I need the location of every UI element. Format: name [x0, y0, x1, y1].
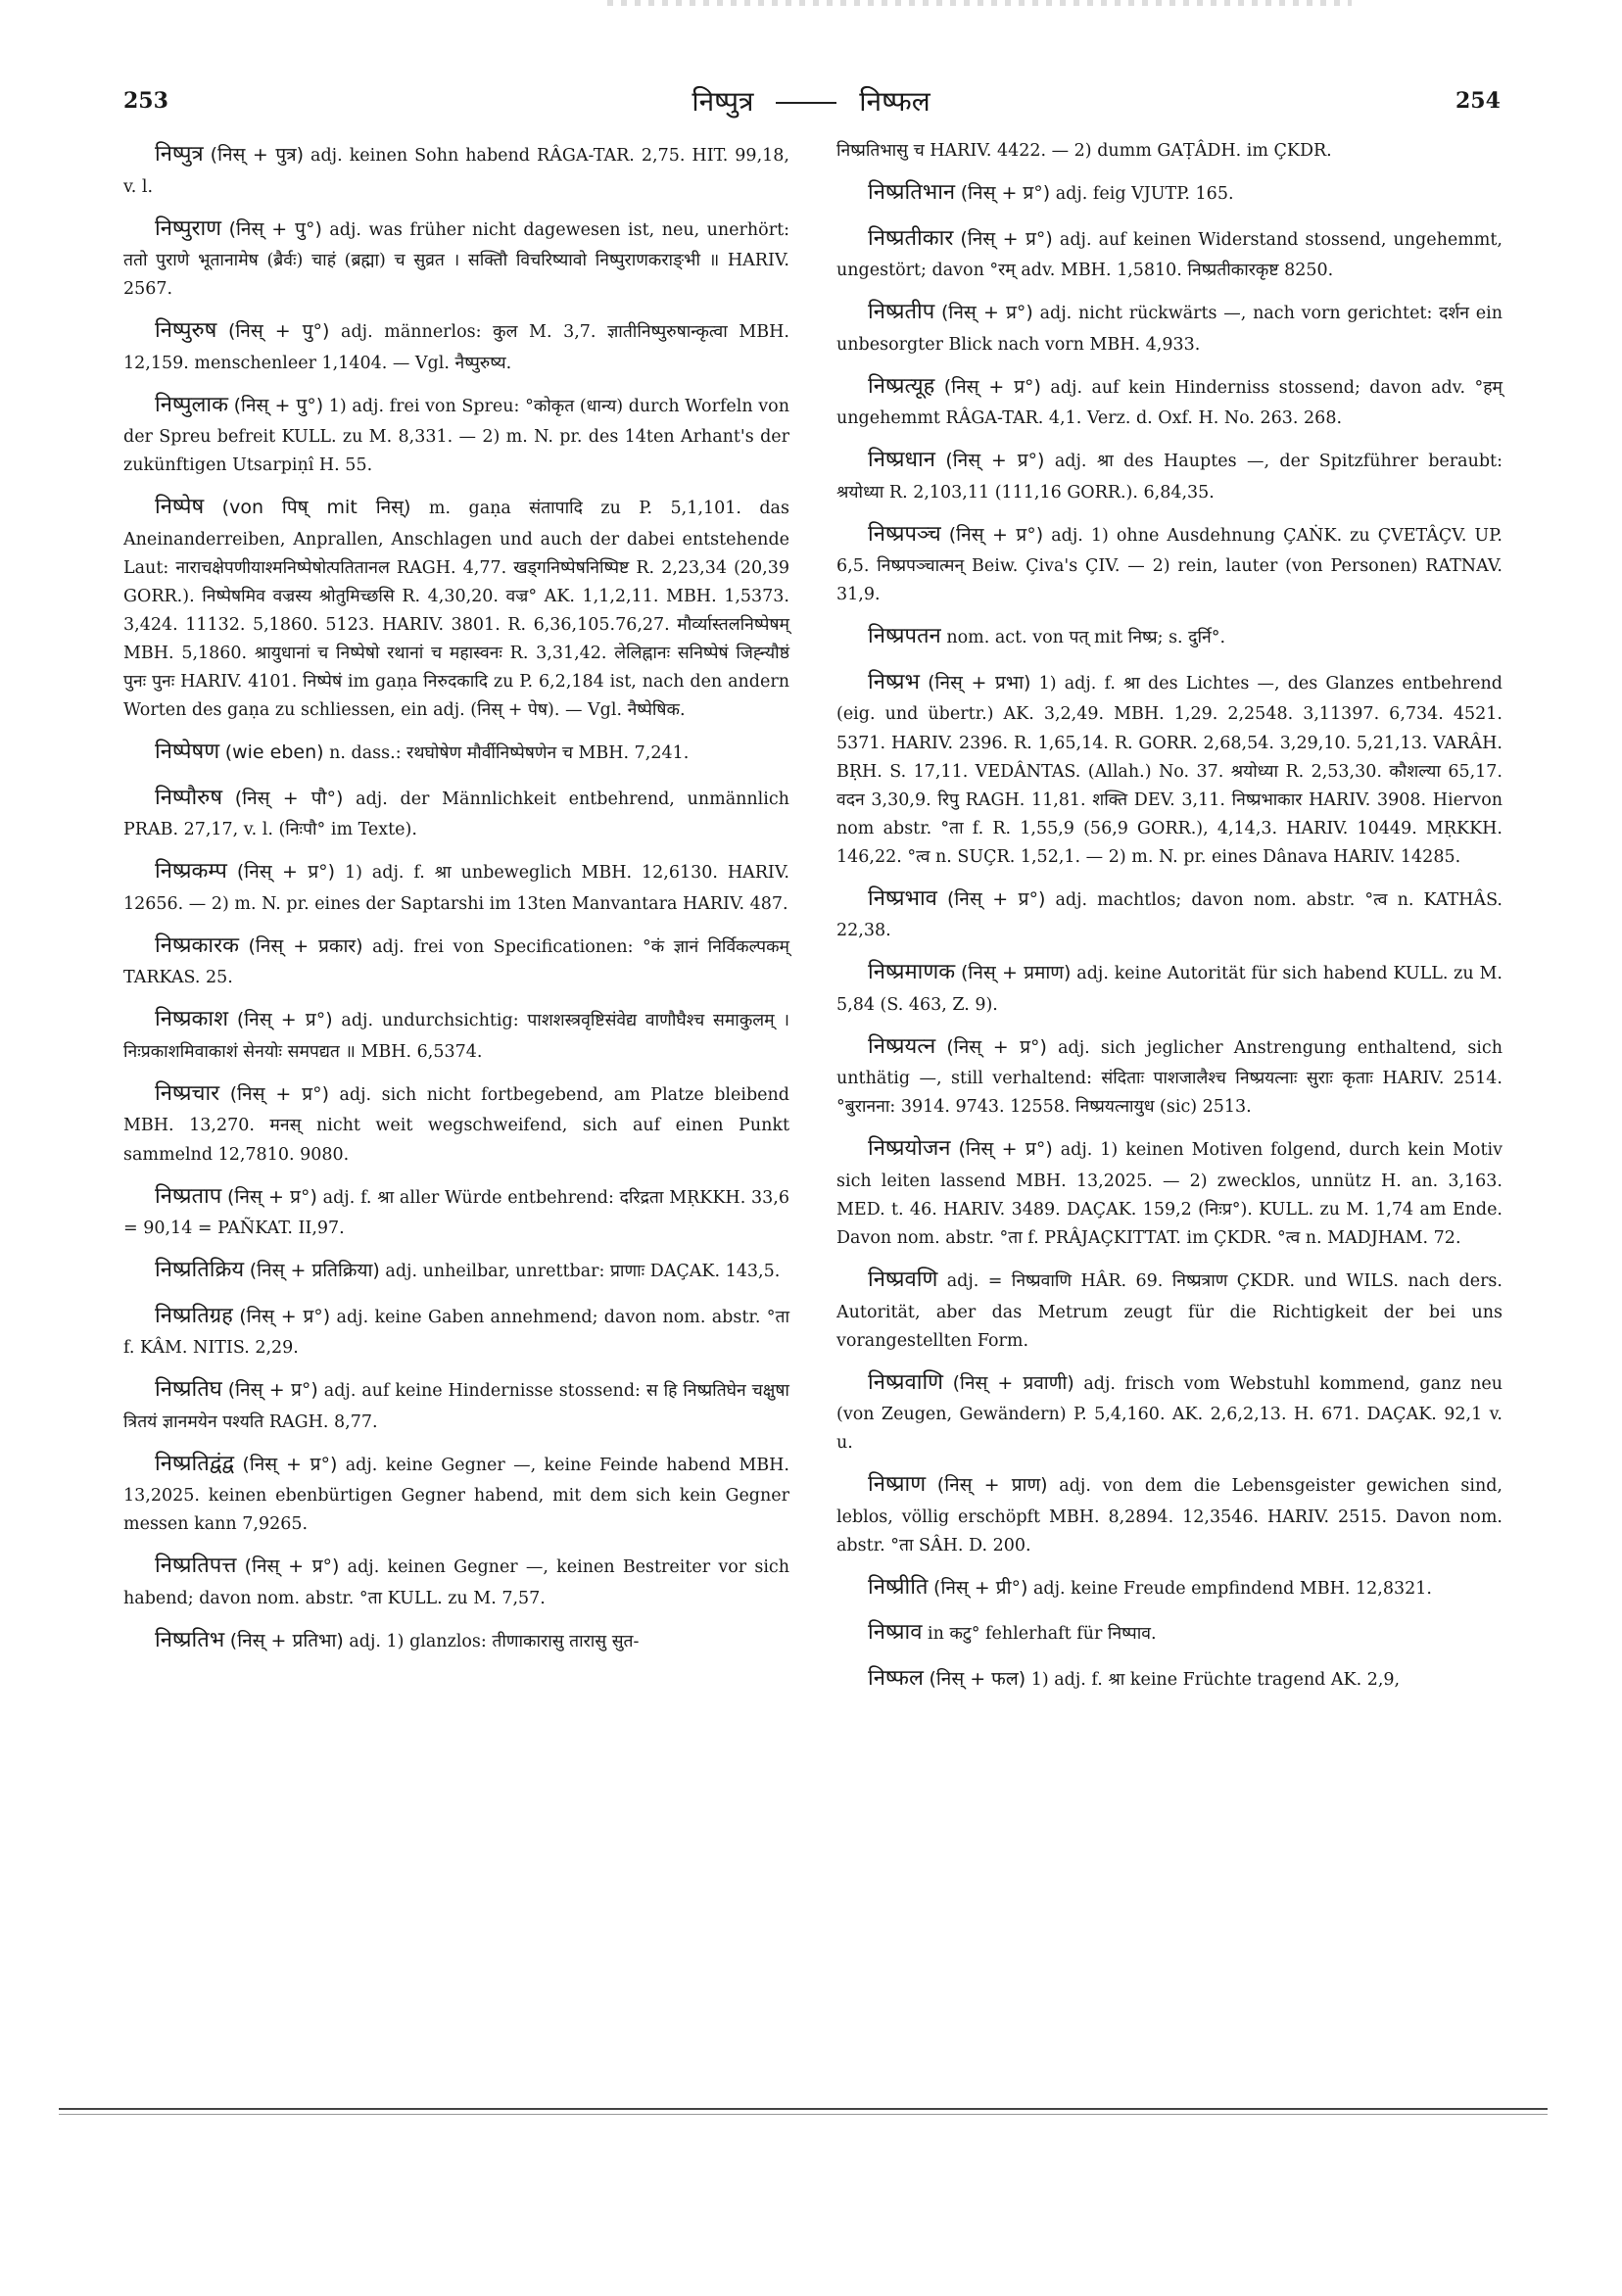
entry-etymology: (निस् + प्र°)	[941, 302, 1033, 324]
dictionary-entry	[836, 221, 1503, 286]
entry-etymology: (निस् + प्र°)	[943, 375, 1041, 398]
entry-headword: निष्प्रमाणक	[868, 960, 956, 985]
dictionary-entry	[123, 1299, 789, 1363]
entry-definition: adj. keine Gaben annehmend; davon nom. abstr. °ता f. KÂM. NITIS. 2,29.	[123, 1307, 789, 1359]
dictionary-entry	[836, 955, 1503, 1020]
dictionary-entry	[836, 1467, 1503, 1560]
entry-definition: 1) adj. f. श्रा unbeweglich MBH. 12,6130. HARIV. 12656. — 2) m. N. pr. eines der Saptarshi im 13ten Manvantara HARIV. 487.	[123, 863, 789, 914]
footer-rule-secondary	[59, 2114, 1548, 2115]
entry-headword: निष्प्रतीप	[868, 300, 935, 325]
dictionary-entry	[836, 517, 1503, 610]
entry-headword: निष्प्रकारक	[155, 933, 239, 958]
entry-headword: निष्फल	[868, 1665, 924, 1691]
entry-headword: निष्प्रतिद्वंद्व	[155, 1451, 235, 1476]
entry-definition: adj. was früher nicht dagewesen ist, neu, unerhört: ततो पुराणे भूतानामेष (ब्रैर्वः) चाहं (ब्रह्मा) च सुव्रत । सक्तिौ विचरिष्यावो निष्पुराणकराङ्भी ॥ HARIV. 2567.	[123, 219, 789, 300]
entry-definition: adj. 1) ohne Ausdehnung ÇAṄK. zu ÇVETÂÇV. UP. 6,5. निष्प्रपञ्चात्मन् Beiw. Çiva's ÇIV. — 2) rein, lauter (von Personen) RATNAV. 31,9.	[836, 525, 1503, 605]
dictionary-entry	[123, 1447, 789, 1540]
entry-headword: निष्प्रधान	[868, 448, 935, 473]
entry-etymology: (wie eben)	[224, 741, 324, 764]
entry-etymology: (निस् + प्रभा)	[928, 671, 1031, 694]
dictionary-entry	[123, 1253, 789, 1289]
dictionary-entry	[836, 665, 1503, 872]
entry-definition: adj. von dem die Lebensgeister gewichen sind, leblos, völlig erschöpft MBH. 8,2894. 12,3546. HARIV. 2515. Davon nom. abstr. °ता SÂH. D. 200.	[836, 1476, 1503, 1555]
entry-etymology: (निस् + फल)	[929, 1667, 1026, 1690]
dictionary-entry	[836, 1615, 1503, 1651]
entry-headword: निष्प्रत्यूह	[868, 373, 935, 399]
dictionary-entry	[123, 137, 789, 202]
right-column	[836, 137, 1503, 1707]
entry-etymology: (निस् + पु°)	[228, 217, 322, 240]
entry-definition: 1) adj. f. श्रा des Lichtes —, des Glanzes entbehrend (eig. und übertr.) AK. 3,2,49. MBH. 1,29. 2,2548. 3,11397. 6,734. 4521. 5371. HARIV. 2396. R. 1,65,14. R. GORR. 2,68,54. 3,29,10. 5,21,13. VARÂH. BṚH. S. 17,11. VEDÂNTAS. (Allah.) No. 37. श्रयोध्या R. 2,53,30. कौशल्या 65,17. वदन 3,30,9. रिपु RAGH. 11,81. शक्ति DEV. 3,11. निष्प्रभाकार HARIV. 3908. Hiervon nom abstr. °ता f. R. 1,55,9 (56,9 GORR.), 4,14,3. HARIV. 10449. MṚKKH. 146,22. °त्व n. SUÇR. 1,52,1. — 2) m. N. pr. eines Dânava HARIV. 14285.	[836, 673, 1503, 867]
entry-headword: निष्प्रकाश	[155, 1007, 229, 1032]
entry-etymology: (निस् + प्र°)	[945, 450, 1045, 472]
dictionary-entry	[836, 137, 1503, 166]
entry-definition: adj. frisch vom Webstuhl kommend, ganz neu (von Zeugen, Gewändern) P. 5,4,160. AK. 2,6,2,13. H. 671. DAÇAK. 92,1 v. u.	[836, 1373, 1503, 1454]
entry-headword: निष्पौरुष	[155, 785, 223, 810]
entry-definition: in कटु° fehlerhaft für निष्पाव.	[928, 1624, 1157, 1645]
dictionary-entry	[123, 735, 789, 771]
entry-etymology: (निस् + प्रमाण)	[960, 962, 1072, 984]
entry-headword: निष्प्रभ	[868, 669, 920, 694]
dictionary-entry	[836, 443, 1503, 507]
entry-headword: निष्प्रतिभ	[155, 1627, 225, 1652]
entry-headword: निष्प्रतिक्रिय	[155, 1258, 245, 1283]
entry-definition: n. dass.: रथघोषेण मौर्वीनिष्पेषणेन च MBH. 7,241.	[329, 743, 690, 764]
dictionary-entry	[123, 490, 789, 725]
dictionary-entry	[123, 1076, 789, 1170]
entry-etymology: (निस् + प्र°)	[948, 523, 1044, 546]
entry-headword: निष्प्रवाणि	[868, 1369, 944, 1395]
entry-headword: निष्प्रचार	[155, 1080, 220, 1106]
entry-definition: निष्प्रतिभासु च HARIV. 4422. — 2) dumm GAṬÂDH. im ÇKDR.	[836, 141, 1332, 161]
entry-definition: adj. keinen Sohn habend RÂGA-TAR. 2,75. HIT. 99,18, v. l.	[123, 146, 789, 197]
running-head-right: निष्फल	[859, 85, 930, 118]
entry-headword: निष्प्रताप	[155, 1183, 222, 1209]
dictionary-entry	[123, 313, 789, 378]
entry-definition: adj. feig VJUTP. 165.	[1055, 184, 1234, 205]
entry-definition: adj. श्रा des Hauptes —, der Spitzführer beraubt: श्रयोध्या R. 2,103,11 (111,16 GORR.). 6,84,35.	[836, 452, 1503, 502]
entry-etymology: (निस् + प्रतिभा)	[229, 1629, 344, 1651]
entry-headword: निष्प्रतिघ	[155, 1377, 222, 1403]
entry-headword: निष्प्रवणि	[868, 1268, 938, 1293]
entry-definition: nom. act. von पत् mit निष्प्र; s. दुर्नि°.	[946, 628, 1226, 648]
entry-definition: adj. 1) keinen Motiven folgend, durch kein Motiv sich leiten lassend MBH. 13,2025. — 2) zwecklos, unnütz H. an. 3,163. MED. t. 46. HARIV. 3489. DAÇAK. 159,2 (निःप्र°). KULL. zu M. 1,74 am Ende. Davon nom. abstr. °ता f. PRÂJAÇKITTAT. im ÇKDR. °त्व n. MADJHAM. 72.	[836, 1140, 1503, 1249]
entry-definition: adj. sich jeglicher Anstrengung enthaltend, sich unthätig —, still verhaltend: संदिताः पाशजालैश्च निष्प्रयत्नाः सुराः कृताः HARIV. 2514. °बुरानना: 3914. 9743. 12558. निष्प्रयत्नायुध (sic) 2513.	[836, 1037, 1503, 1118]
entry-etymology: (निस् + पौ°)	[234, 787, 344, 809]
entry-definition: adj. männerlos: कुल M. 3,7. ज्ञातीनिष्पुरुषान्कृत्वा MBH. 12,159. menschenleer 1,1404. — Vgl. नैष्पुरुष्य.	[123, 322, 789, 373]
entry-definition: adj. keine Gegner —, keine Feinde habend MBH. 13,2025. keinen ebenbürtigen Gegner habend, mit dem sich kein Gegner messen kann 7,9265.	[123, 1455, 789, 1535]
dictionary-entry	[123, 1372, 789, 1437]
entry-etymology: (निस् + प्रकार)	[248, 934, 363, 957]
running-head	[0, 82, 1622, 120]
dictionary-entry	[836, 295, 1503, 359]
entry-definition: adj. machtlos; davon nom. abstr. °त्व n. KATHÂS. 22,38.	[836, 889, 1503, 941]
entry-definition: adj. auf kein Hinderniss stossend; davon adv. °हम् ungehemmt RÂGA-TAR. 4,1. Verz. d. Oxf. H. No. 263. 268.	[836, 377, 1503, 429]
dictionary-entry	[836, 369, 1503, 434]
dictionary-entry	[836, 1661, 1503, 1698]
entry-definition: adj. auf keinen Widerstand stossend, ungehemmt, ungestört; davon °रम् adv. MBH. 1,5810. निष्प्रतीकारकृष्ट 8250.	[836, 229, 1503, 281]
page-number-right: 254	[1455, 88, 1501, 114]
entry-etymology: (निस् + प्र°)	[958, 1138, 1053, 1161]
entry-etymology: (निस् + प्र°)	[229, 1082, 329, 1105]
entry-headword: निष्प्रयोजन	[868, 1136, 951, 1162]
entry-headword: निष्प्राव	[868, 1620, 923, 1646]
entry-etymology: (निस् + प्र°)	[946, 887, 1046, 910]
entry-headword: निष्प्रकम्प	[155, 859, 227, 885]
entry-definition: adj. unheilbar, unrettbar: प्राणाः DAÇAK. 143,5.	[385, 1262, 781, 1282]
entry-etymology: (von पिष् mit निस्)	[221, 497, 411, 519]
entry-headword: निष्प्रीति	[868, 1574, 929, 1600]
dictionary-entry	[123, 212, 789, 305]
running-head-left: निष्पुत्र	[692, 85, 754, 118]
entry-etymology: (निस् + प्रवाणी)	[952, 1371, 1074, 1394]
entry-definition: adj. keinen Gegner —, keinen Bestreiter vor sich habend; davon nom. abstr. °ता KULL. zu M. 7,57.	[123, 1557, 789, 1608]
entry-headword: निष्पेषण	[155, 740, 220, 765]
entry-definition: adj. auf keine Hindernisse stossend: स हि निष्प्रतिघेन चक्षुषा त्रितयं ज्ञानमयेन पश्यति RAGH. 8,77.	[123, 1381, 789, 1432]
entry-etymology: (निस् + प्र°)	[242, 1453, 338, 1475]
entry-definition: 1) adj. f. श्रा keine Früchte tragend AK. 2,9,	[1030, 1669, 1401, 1690]
dictionary-entry	[836, 1131, 1503, 1253]
entry-etymology: (निस् + प्र°)	[960, 227, 1053, 250]
entry-etymology: (निस् + पु°)	[233, 394, 324, 416]
entry-definition: 1) adj. frei von Spreu: °कोकृत (धान्य) durch Worfeln von der Spreu befreit KULL. zu M. 8,331. — 2) m. N. pr. des 14ten Arhant's der zukünftigen Utsarpiṇî H. 55.	[123, 396, 789, 476]
entry-headword: निष्पुत्र	[155, 142, 204, 167]
entry-etymology: (निस् + प्राण)	[936, 1474, 1048, 1497]
page-number-left: 253	[123, 88, 168, 114]
dictionary-entry	[123, 854, 789, 919]
entry-etymology: (निस् + प्र°)	[227, 1185, 317, 1208]
entry-etymology: (निस् + प्र°)	[960, 182, 1051, 205]
dictionary-entry	[836, 619, 1503, 655]
entry-definition: adj. sich nicht fortbegebend, am Platze bleibend MBH. 13,270. मनस् nicht weit wegschweifend, sich auf einen Punkt sammelnd 12,7810. 9080.	[123, 1084, 789, 1165]
footer-rule	[59, 2108, 1548, 2110]
entry-headword: निष्प्रपञ्च	[868, 521, 941, 547]
page-header	[0, 82, 1622, 121]
entry-etymology: (निस् + प्रतिक्रिया)	[249, 1260, 380, 1282]
entry-headword: निष्प्रतिपत्त	[155, 1554, 237, 1579]
dictionary-entry	[836, 882, 1503, 946]
entry-definition: adj. frei von Specificationen: °कं ज्ञानं निर्विकल्पकम् TARKAS. 25.	[123, 936, 789, 988]
entry-definition: m. gaṇa संतापादि zu P. 5,1,101. das Aneinanderreiben, Anprallen, Anschlagen und auch der dabei entstehende Laut: नाराचक्षेपणीयाश्मनिष्पेषोत्पतितानल RAGH. 4,77. खड्गनिष्पेषनिष्पिष्ट R. 2,23,34 (20,39 GORR.). निष्पेषमिव वज्रस्य श्रोतुमिच्छसि R. 4,30,20. वज्र° AK. 1,1,2,11. MBH. 1,5373. 3,424. 11132. 5,1860. 5123. HARIV. 3801. R. 6,36,105.76,27. मौर्व्यास्तलनिष्पेषम् MBH. 5,1860. श्रायुधानां च निष्पेषो रथानां च महास्वनः R. 3,31,42. लेलिह्नानः सनिष्पेषं जिह्न्यौष्ठं पुनः पुनः HARIV. 4101. निष्पेषं im gaṇa निरुदकादि zu P. 6,2,184 ist, nach den andern Worten des gaṇa zu schliessen, ein adj. (निस् + पेष). — Vgl. नैष्पेषिक.	[123, 499, 789, 721]
entry-headword: निष्प्रपतन	[868, 624, 941, 649]
entry-headword: निष्प्रतिभान	[868, 180, 956, 206]
entry-definition: adj. keine Freude empfindend MBH. 12,8321.	[1032, 1578, 1432, 1599]
entry-headword: निष्प्रभाव	[868, 885, 937, 911]
entry-etymology: (निस् + पुत्र)	[210, 144, 305, 166]
scan-artifact	[607, 0, 1352, 6]
entry-etymology: (निस् + प्र°)	[236, 1009, 333, 1031]
entry-headword: निष्पुरुष	[155, 318, 217, 344]
dictionary-entry	[836, 175, 1503, 212]
entry-definition: adj. keine Autorität für sich habend KULL. zu M. 5,84 (S. 463, Z. 9).	[836, 964, 1503, 1015]
dictionary-entry	[123, 1179, 789, 1244]
entry-etymology: (निस् + प्र°)	[239, 1305, 331, 1327]
entry-headword: निष्प्रतिग्रह	[155, 1303, 233, 1328]
entry-etymology: (निस् + प्र°)	[244, 1555, 340, 1578]
entry-definition: adj. f. श्रा aller Würde entbehrend: दरिद्रता MṚKKH. 33,6 = 90,14 = PAÑKAT. II,97.	[123, 1187, 789, 1239]
dictionary-entry	[123, 1623, 789, 1659]
entry-definition: adj. undurchsichtig: पाशशस्त्रवृष्टिसंवेद्य वाणौघैश्च समाकुलम् । निःप्रकाशमिवाकाशं सेनयोः समपद्यत ॥ MBH. 6,5374.	[123, 1011, 789, 1062]
entry-definition: adj. der Männlichkeit entbehrend, unmännlich PRAB. 27,17, v. l. (निःपौ° im Texte).	[123, 789, 789, 840]
entry-etymology: (निस् + प्र°)	[227, 1379, 318, 1402]
entry-headword: निष्पेष	[155, 495, 205, 520]
dictionary-entry	[123, 781, 789, 845]
entry-headword: निष्प्रतीकार	[868, 225, 954, 251]
dictionary-entry	[836, 1570, 1503, 1606]
dictionary-entry	[836, 1365, 1503, 1459]
dictionary-entry	[123, 1002, 789, 1067]
entry-headword: निष्प्रयत्न	[868, 1033, 936, 1059]
entry-etymology: (निस् + प्र°)	[236, 861, 336, 884]
entry-definition: adj. nicht rückwärts —, nach vorn gerichtet: दर्शन ein unbesorgter Blick nach vorn MBH. 4,933.	[836, 304, 1503, 355]
dictionary-entry	[836, 1029, 1503, 1123]
entry-etymology: (निस् + प्री°)	[933, 1576, 1028, 1599]
entry-headword: निष्पुलाक	[155, 392, 228, 417]
dictionary-entry	[123, 1549, 789, 1613]
entry-definition: adj. = निष्प्रवाणि HÂR. 69. निष्प्रत्राण ÇKDR. und WILS. nach ders. Autorität, aber das Metrum zeugt für die Richtigkeit der bei uns vorangestellten Form.	[836, 1271, 1503, 1351]
entry-etymology: (निस् + प्र°)	[946, 1035, 1047, 1058]
dictionary-entry	[123, 929, 789, 993]
running-head-dash	[776, 102, 836, 104]
entry-definition: adj. 1) glanzlos: तीणाकारासु तारासु सुत-	[349, 1631, 640, 1651]
dictionary-entry	[123, 388, 789, 481]
entry-etymology: (निस् + पु°)	[227, 320, 330, 343]
dictionary-entry	[836, 1263, 1503, 1356]
entry-headword: निष्पुराण	[155, 215, 222, 241]
entry-headword: निष्प्राण	[868, 1472, 927, 1498]
left-column	[123, 137, 789, 1668]
